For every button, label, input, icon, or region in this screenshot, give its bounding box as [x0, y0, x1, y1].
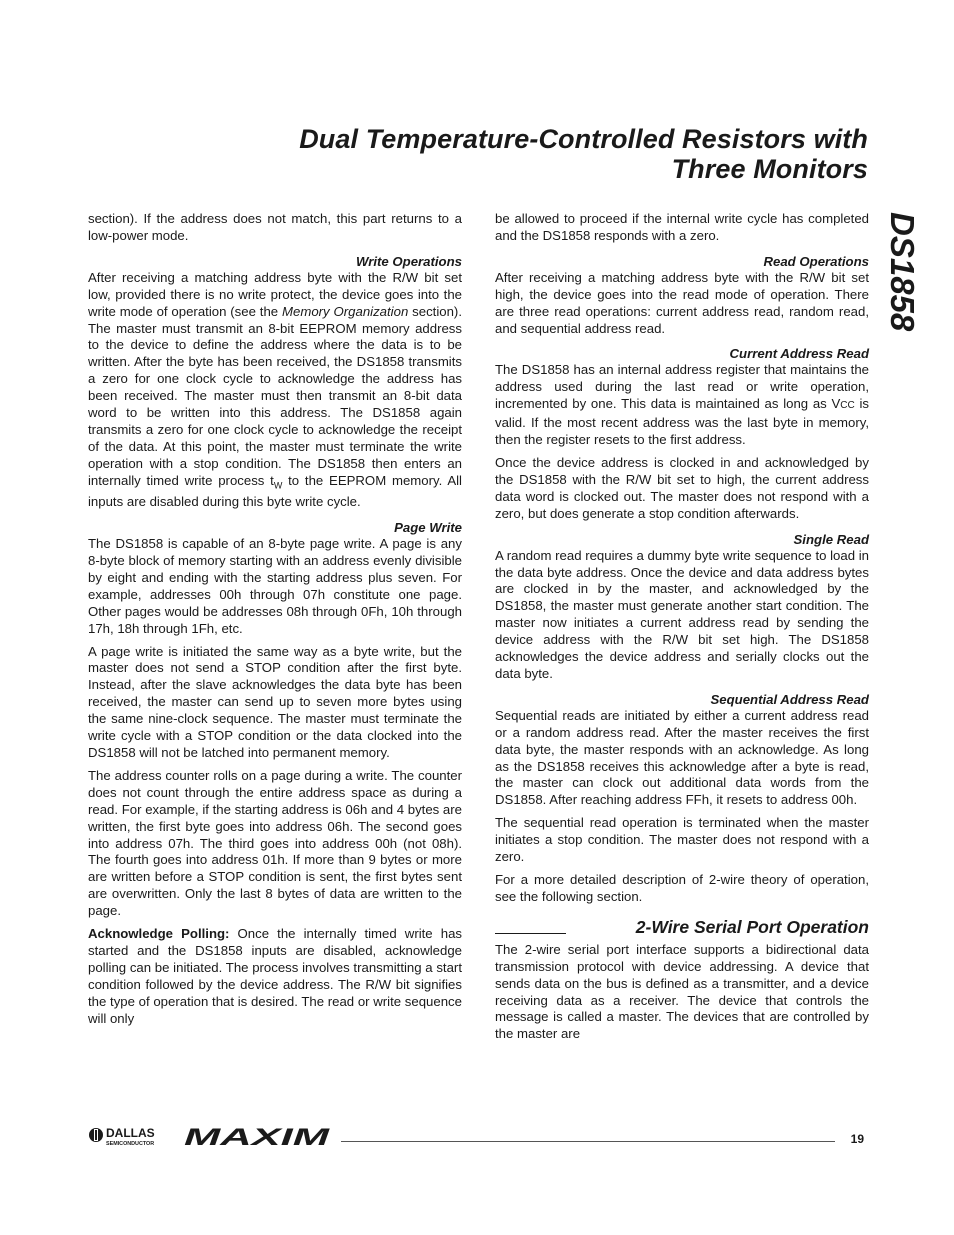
- sequential-address-read-heading: Sequential Address Read: [710, 691, 869, 707]
- two-wire-paragraph: The 2-wire serial port interface supports a bidirectional data transmission protocol with device addressing. A device that sends data on the bus is defined as a transmitter, and a device receiving data as a receiver. The device that controls the message is called a master. The devices that are controlled by the master are: [495, 941, 869, 1042]
- title-line-1: Dual Temperature-Controlled Resistors with: [299, 124, 868, 154]
- single-read-heading: Single Read: [793, 531, 869, 547]
- sequential-paragraph-2: The sequential read operation is terminated when the master initiates a stop condition. The master does not respond with a zero.: [495, 815, 869, 865]
- page-write-paragraph-1: The DS1858 is capable of an 8-byte page write. A page is any 8-byte block of memory starting with an address evenly divisible by eight and ending with the starting address plus seven. For example, addresses 00h through 07h constitute one page. Other pages would be addresses 08h through 0Fh, 10h through 17h, 18h through 1Fh, etc.: [88, 536, 462, 636]
- acknowledge-polling-paragraph: Acknowledge Polling: Once the internally timed write has started and the DS1858 inputs are disabled, acknowledge polling can be initiated. The process involves transmitting a start condition followed by the device address. The R/W bit signifies the type of operation that is desired. The read or write sequence will only: [88, 926, 463, 1026]
- two-wire-heading: 2-Wire Serial Port Operation: [495, 916, 869, 938]
- page-write-paragraph-3: The address counter rolls on a page during a write. The counter does not count through the entire address space as during a read. For example, if the starting address is 06h and 4 bytes are written, the first byte goes into address 06h. The second goes into address 07h. The third goes into address 00h (not 08h). The fourth goes into address 01h. If more than 9 bytes or more are written before a STOP condition is sent, the first bytes sent are overwritten. Only the last 8 bytes of data are written to the page.: [88, 767, 462, 919]
- left-column: [88, 211, 462, 1034]
- page-write-paragraph-2: A page write is initiated the same way as a byte write, but the master does not send a STOP condition after the first byte. Instead, after the slave acknowledges the data byte has been received, the master can send up to seven more bytes using the same nine-clock sequence. The master must terminate the write cycle with a STOP condition or the data clocked into the DS1858 will not be latched into permanent memory.: [88, 643, 462, 761]
- read-operations-heading: Read Operations: [763, 253, 869, 269]
- maxim-logo: MAXIM: [184, 1124, 331, 1150]
- write-operations-heading: Write Operations: [355, 253, 462, 269]
- semiconductor-wordmark: SEMICONDUCTOR: [106, 1141, 155, 1147]
- side-part-number: [883, 212, 943, 352]
- acknowledge-polling-label: Acknowledge Polling:: [88, 926, 230, 942]
- title-line-2: Three Monitors: [671, 154, 868, 184]
- company-logo: [88, 1124, 333, 1150]
- footer-rule: [341, 1141, 835, 1142]
- memory-organization-ref: Memory Organization: [282, 303, 409, 319]
- sequential-paragraph-3: For a more detailed description of 2-wire theory of operation, see the following section.: [495, 872, 869, 904]
- current-address-read-heading: Current Address Read: [729, 346, 869, 362]
- heading-rule: [495, 933, 566, 934]
- right-column: [495, 211, 869, 1049]
- page-write-heading: Page Write: [394, 520, 462, 536]
- side-part-text: DS1858: [884, 212, 921, 332]
- continuation-paragraph: be allowed to proceed if the internal write cycle has completed and the DS1858 responds with a zero.: [495, 211, 869, 243]
- read-operations-paragraph: After receiving a matching address byte with the R/W bit set high, the device goes into the read mode of operation. There are three read operations: current address read, random read, and sequential address read.: [495, 269, 869, 336]
- dallas-wordmark: DALLAS: [106, 1126, 155, 1140]
- current-address-paragraph-2: Once the device address is clocked in and acknowledged by the DS1858 with the R/W bit set to high, the current address data word is clocked out. The master does not respond with a zero, but does generate a stop condition afterwards.: [495, 454, 869, 521]
- single-read-paragraph: A random read requires a dummy byte write sequence to load in the data byte address. Once the device and data address bytes are clocked in by the master, and acknowledged by the DS1858, the master must generate another start condition. The master now initiates a current address read by sending the device address with the R/W bit set high. The DS1858 acknowledges the device address and serially clocks out the data byte.: [495, 547, 869, 681]
- write-operations-paragraph: After receiving a matching address byte with the R/W bit set low, provided there is no write protect, the device goes into the write mode of operation (see the Memory Organization section). The master must transmit an 8-bit EEPROM memory address to the device to define the address where the data is to be written. After the byte has been received, the DS1858 transmits a zero for one clock cycle to acknowledge the address has been received. The master must then transmit an 8-bit data word to be written into this address. The DS1858 again transmits a zero for one clock cycle to acknowledge the receipt of the data. At this point, the master must terminate the write operation with a stop condition. The DS1858 then enters an internally timed write process $t_W$ to the EEPROM memory. All inputs are disabled during this byte write cycle.: [88, 269, 462, 510]
- page-title: [299, 124, 868, 184]
- footer: [88, 1124, 868, 1150]
- current-address-paragraph-1: The DS1858 has an internal address register that maintains the address used during the last read or write operation, incremented by one. This data is maintained as long as VCC is valid. If the most recent address was the last byte in memory, then the register resets to the first address.: [495, 362, 869, 448]
- sequential-paragraph-1: Sequential reads are initiated by either a current address read or a random address read. After the master receives the first data byte, the master responds with an acknowledge. As long as the DS1858 receives this acknowledge after a byte is read, the master can clock out additional data words from the DS1858. After reaching address FFh, it resets to address 00h.: [495, 707, 869, 808]
- page-number: 19: [850, 1132, 864, 1146]
- dallas-logo-icon: [89, 1128, 103, 1142]
- intro-paragraph: section). If the address does not match, this part returns to a low-power mode.: [88, 211, 462, 243]
